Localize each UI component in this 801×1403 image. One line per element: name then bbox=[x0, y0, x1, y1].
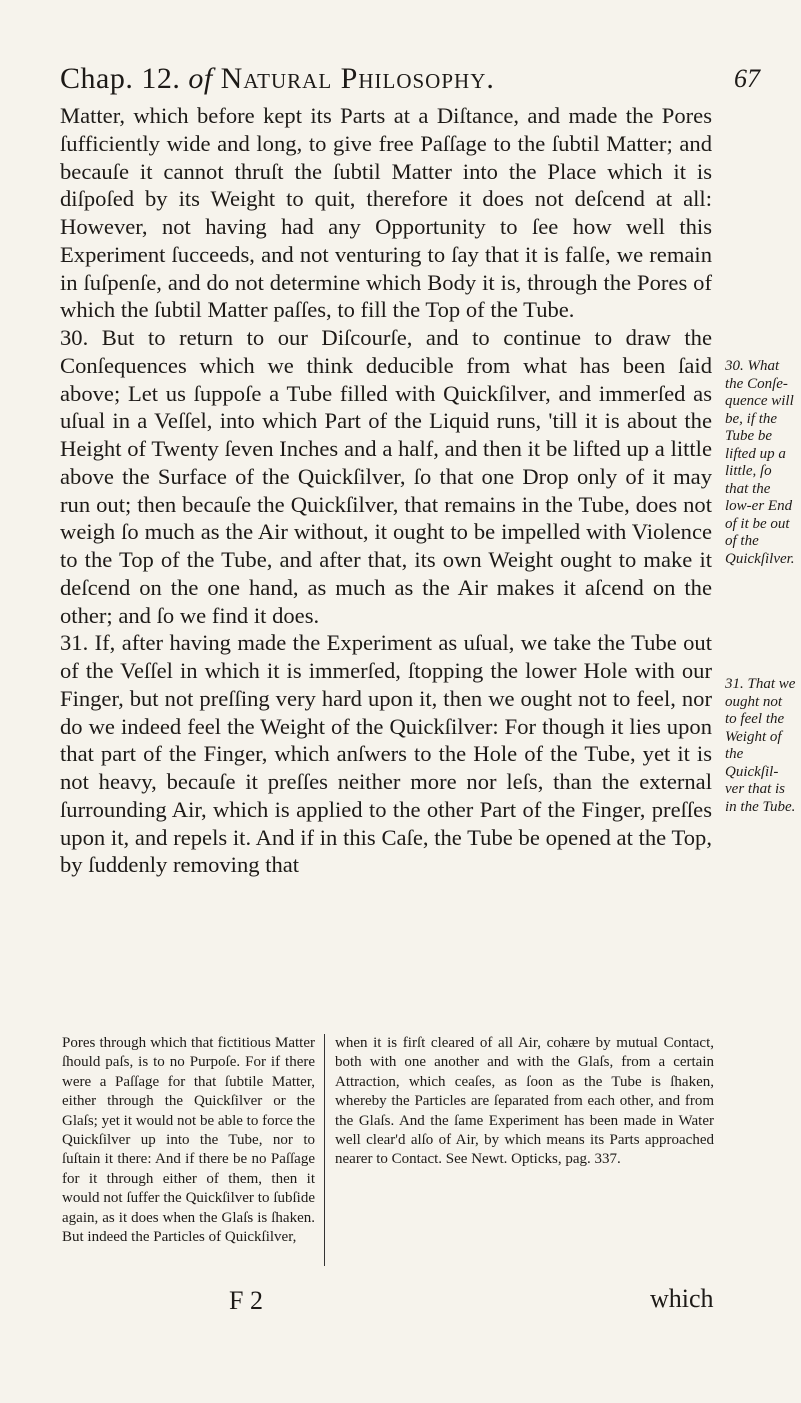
header-title bbox=[60, 62, 495, 96]
paragraph-30: 30. But to return to our Diſcourſe, and to continue to draw the Conſequences which we think deducible from what has been ſaid above; Let us ſuppoſe a Tube filled with Quickſilver, and immerſed as uſual in a Veſſel, into which Part of the Liquid runs, 'till it is about the Height of Twenty ſeven Inches and a half, and then it be lifted up a little above the Surface of the Quickſilver, ſo that one Drop only of it may run out; then becauſe the Quickſilver, that remains in the Tube, does not weigh ſo much as the Air without, it ought to be impelled with Violence to the Top of the Tube, and after that, its own Weight ought to make it deſcend on the one hand, as much as the Air makes it aſcend on the other; and ſo we find it does. bbox=[60, 325, 712, 628]
margin-note-30: 30. What the Conſe-quence will be, if the Tube be lifted up a little, ſo that the low-er End of it be out of the Quickſilver. bbox=[725, 358, 795, 567]
header-of: of bbox=[188, 62, 213, 95]
main-text bbox=[60, 102, 712, 879]
margin-note-31: 31. That we ought not to feel the Weight of the Quickſil-ver that is in the Tube. bbox=[725, 676, 796, 815]
catchword: which bbox=[650, 1284, 714, 1313]
running-header bbox=[60, 62, 760, 102]
header-subject: Natural Philosophy. bbox=[220, 62, 495, 95]
footnote-column-divider bbox=[324, 1034, 325, 1266]
page-number: 67 bbox=[734, 64, 760, 93]
footnote-right-column: when it is firſt cleared of all Air, cohære by mutual Contact, both with one another and with the Glaſs, from a certain Attraction, which ceaſes, as ſoon as the Tube is ſhaken, whereby the Particles are ſeparated from each other, and from the Glaſs. And the ſame Experiment has been made in Water well clear'd alſo of Air, by which means its Parts approached nearer to Contact. See Newt. Opticks, pag. 337. bbox=[335, 1035, 714, 1168]
signature-mark: F 2 bbox=[229, 1286, 263, 1315]
chapter-label: Chap. 12. bbox=[60, 62, 181, 95]
paragraph-31: 31. If, after having made the Experiment as uſual, we take the Tube out of the Veſſel in which it is immerſed, ſtopping the lower Hole with our Finger, but not preſſing very hard upon it, then we ought not to feel, nor do we indeed feel the Weight of the Quickſilver: For though it lies upon that part of the Finger, which anſwers to the Hole of the Tube, yet it is not heavy, becauſe it preſſes neither more nor leſs, than the external ſurrounding Air, which is applied to the other Part of the Finger, preſſes upon it, and repels it. And if in this Caſe, the Tube be opened at the Top, by ſuddenly removing that bbox=[60, 630, 712, 878]
footnote-left-column: Pores through which that fictitious Matter ſhould paſs, is to no Purpoſe. For if there were a Paſſage for that ſubtile Matter, either through the Quickſilver or the Glaſs; yet it would not be able to force the Quickſilver up into the Tube, nor to ſuſtain it there: And if there be no Paſſage for it through either of them, then it would not ſuffer the Quickſilver to ſubſide again, as it does when the Glaſs is ſhaken. But indeed the Particles of Quickſilver, bbox=[62, 1035, 315, 1246]
paragraph-continued: Matter, which before kept its Parts at a Diſtance, and made the Pores ſufficiently wide and long, to give free Paſſage to the ſubtil Matter; and becauſe it cannot thruſt the ſubtil Matter into the Place which it is diſpoſed by its Weight to quit, therefore it does not deſcend at all: However, not having had any Opportunity to ſee how well this Experiment ſucceeds, and not venturing to ſay that it is falſe, we remain in ſuſpenſe, and do not determine which Body it is, through the Pores of which the ſubtil Matter paſſes, to fill the Top of the Tube. bbox=[60, 103, 712, 323]
